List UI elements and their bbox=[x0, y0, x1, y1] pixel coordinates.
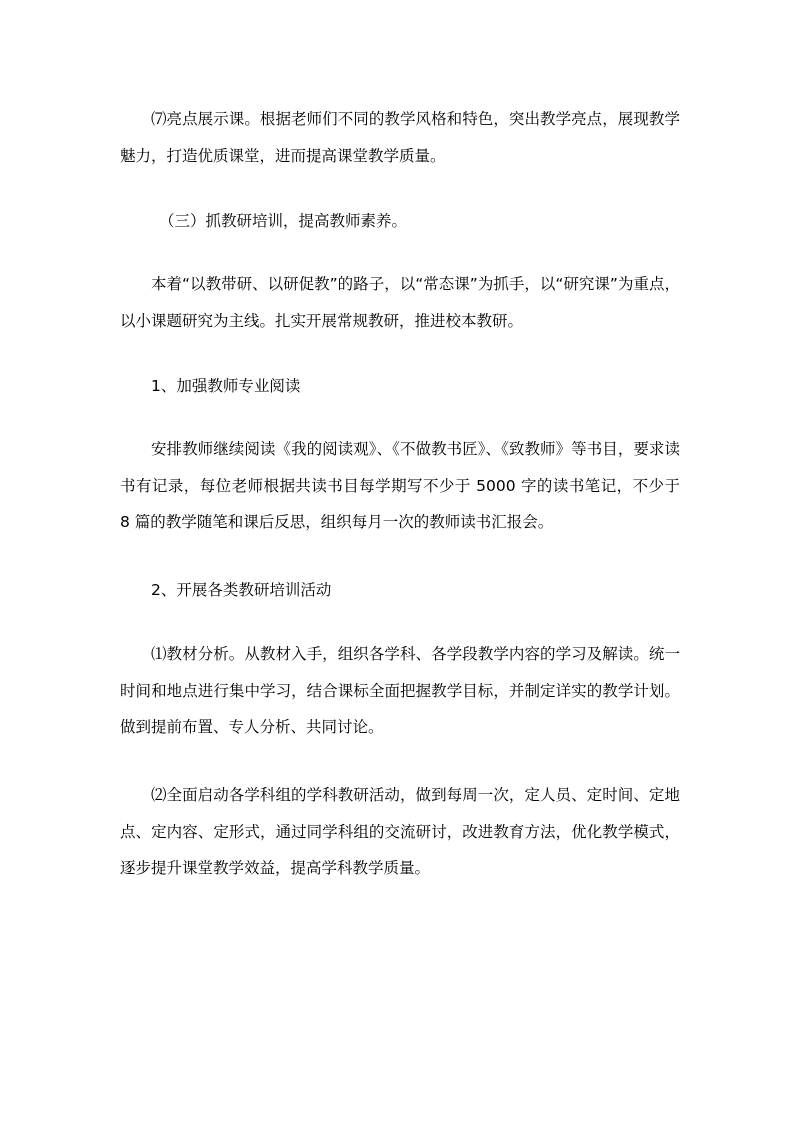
paragraph-textbook-analysis: ⑴教材分析。从教材入手，组织各学科、各学段教学内容的学习及解读。统一时间和地点进行集中学习，结合课标全面把握教学目标，并制定详实的教学计划。做到提前布置、专人分析、共同讨论。 bbox=[120, 645, 680, 736]
paragraph-highlight-lesson: ⑺亮点展示课。根据老师们不同的教学风格和特色，突出教学亮点，展现教学魅力，打造优质课堂，进而提高课堂教学质量。 bbox=[120, 110, 680, 165]
subheading-training-activities: 2、开展各类教研培训活动 bbox=[151, 581, 332, 599]
paragraph-research-approach: 本着“以教带研、以研促教”的路子，以“常态课”为抓手，以“研究课”为重点，以小课题研究为主线。扎实开展常规教研，推进校本教研。 bbox=[120, 275, 680, 330]
paragraph-subject-research: ⑵全面启动各学科组的学科教研活动，做到每周一次，定人员、定时间、定地点、定内容、定形式，通过同学科组的交流研讨，改进教育方法，优化教学模式，逐步提升课堂教学效益，提高学科教学质量。 bbox=[120, 786, 680, 877]
subheading-professional-reading: 1、加强教师专业阅读 bbox=[151, 377, 301, 395]
paragraph-reading-plan: 安排教师继续阅读《我的阅读观》、《不做教书匠》、《致教师》等书目，要求读书有记录，每位老师根据共读书目每学期写不少于 5000 字的读书笔记，不少于 8 篇的教学随笔和课后反思，组织每月一次的教师读书汇报会。 bbox=[120, 440, 680, 531]
section-heading-teaching-research: （三）抓教研培训，提高教师素养。 bbox=[159, 212, 408, 230]
